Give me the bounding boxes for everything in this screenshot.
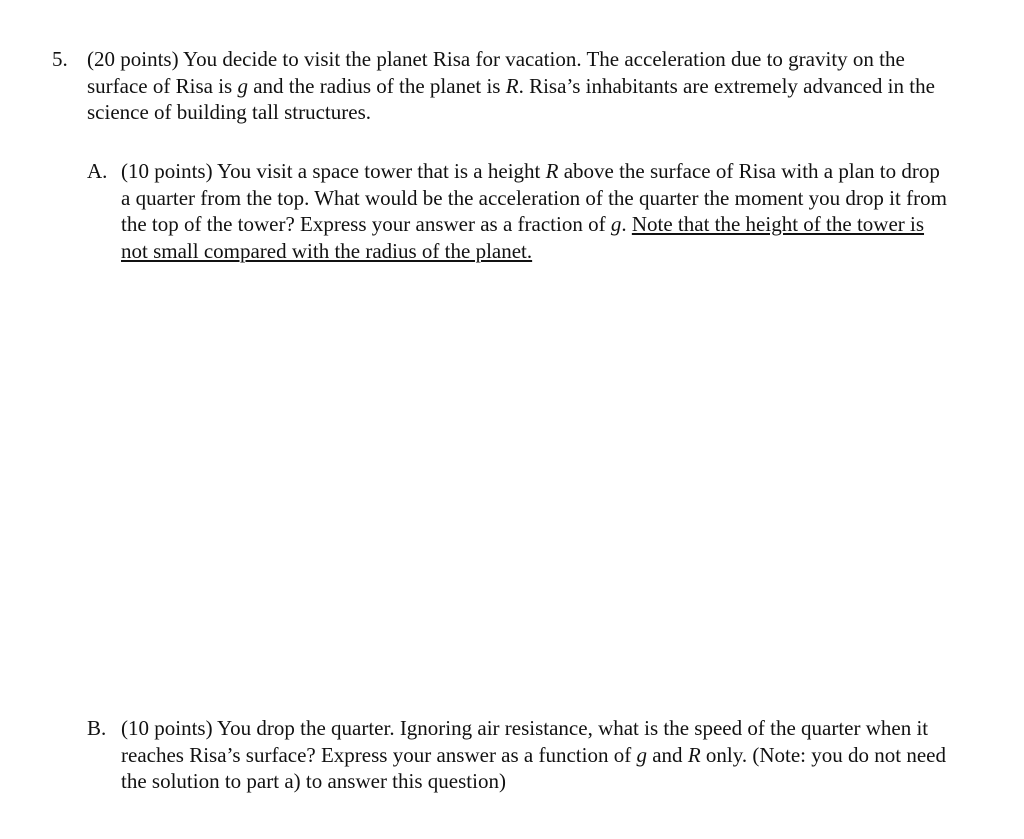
var-R: R: [505, 73, 519, 98]
part-b-text-1: You drop the quarter. Ignoring air resistance, what is the speed of the quarter when it reaches Risa’s surface? Express your answer as a function of: [121, 716, 929, 767]
part-a-text-2: above the surface of Risa with a plan to drop a quarter from the top. What would be the acceleration of the quarter the moment you drop it from the top of the tower? Express your answer as a fraction of: [121, 159, 947, 236]
part-a-text-1: You visit a space tower that is a height: [212, 159, 546, 183]
answer-space-a: [121, 290, 951, 690]
part-b-points: (10 points): [121, 716, 213, 740]
question-text-2: and the radius of the planet is: [247, 73, 506, 98]
var-R: R: [545, 159, 559, 183]
var-g: g: [610, 212, 622, 236]
part-a-note: Note that the height of the tower is not small compared with the radius of the planet.: [121, 212, 925, 263]
part-a-label: A.: [87, 159, 108, 183]
question-number: 5.: [52, 47, 68, 71]
part-b-statement: [121, 715, 951, 795]
part-b-text-3: only. (Note: you do not need the solution to part a) to answer this question): [121, 742, 946, 793]
part-a-points: (10 points): [121, 159, 213, 183]
var-g: g: [636, 742, 647, 767]
part-b-text-2: and: [646, 742, 688, 767]
var-R: R: [687, 742, 701, 767]
question-statement: [87, 46, 947, 126]
question-text-3: . Risa’s inhabitants are extremely advanced in the science of building tall structures.: [87, 73, 935, 124]
question-points: (20 points): [87, 47, 179, 71]
part-b-label: B.: [87, 716, 107, 740]
part-a-statement: [121, 158, 951, 264]
part-a-text-3: .: [621, 212, 627, 236]
var-g: g: [237, 73, 248, 98]
question-text-1: You decide to visit the planet Risa for vacation. The acceleration due to gravity on the surface of Risa is: [87, 47, 905, 98]
